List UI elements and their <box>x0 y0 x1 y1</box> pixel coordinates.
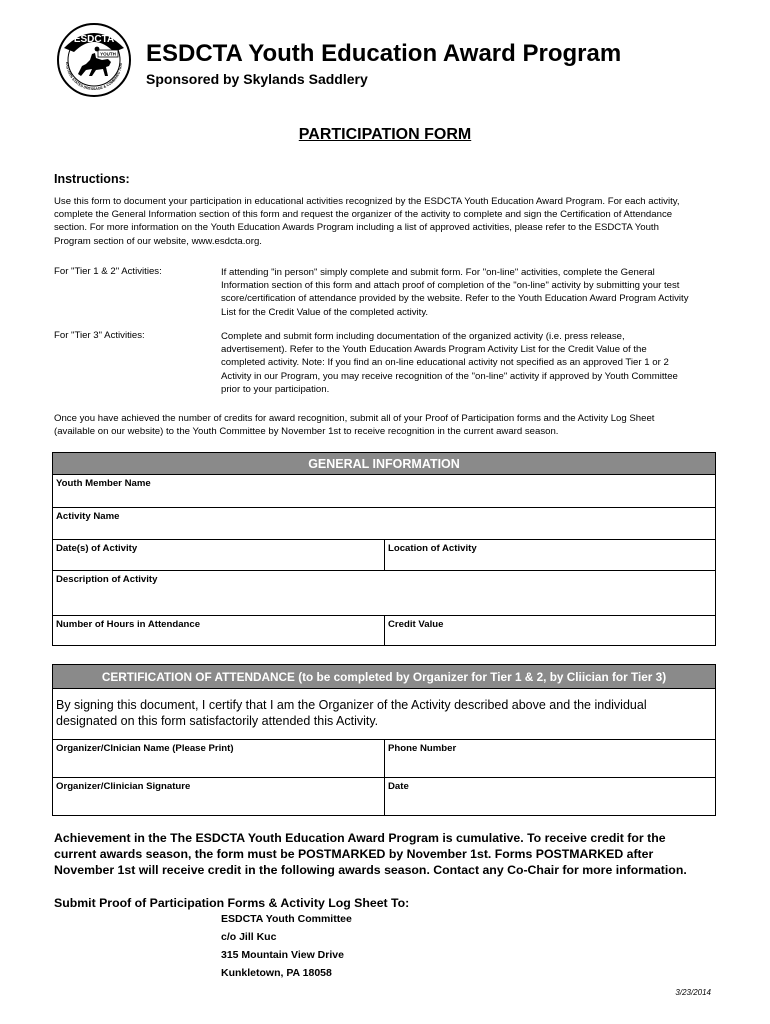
credit-value-label: Credit Value <box>388 619 444 630</box>
tier12-label: For "Tier 1 & 2" Activities: <box>54 266 162 277</box>
logo-ring-text: EASTERN STATES DRESSAGE & COMBINED TRAI <box>64 61 123 92</box>
hours-credit-row <box>53 615 715 645</box>
dates-of-activity-field[interactable] <box>53 540 384 570</box>
tier12-text: If attending "in person" simply complete and submit form. For "on-line" activities, complete the General Information section of this form and attach proof of completion of the "on-line" activity by submitting your test score/certification of attendance provided by the website. Refer to the Youth Education Award Program Activity List for the Credit Value of the completed activity. <box>221 267 689 318</box>
submit-heading: Submit Proof of Participation Forms & Activity Log Sheet To: <box>54 896 410 910</box>
organizer-signature-field[interactable] <box>53 778 384 815</box>
tier3-label: For "Tier 3" Activities: <box>54 330 145 341</box>
date-field[interactable] <box>385 778 715 815</box>
phone-number-label: Phone Number <box>388 743 457 754</box>
description-of-activity-label: Description of Activity <box>56 574 158 585</box>
general-information-heading: GENERAL INFORMATION <box>53 453 715 475</box>
address-line-1: ESDCTA Youth Committee <box>221 913 352 925</box>
organizer-phone-row <box>53 739 715 777</box>
organizer-signature-label: Organizer/Clinician Signature <box>56 781 191 792</box>
address-line-4: Kunkletown, PA 18058 <box>221 967 332 979</box>
signature-date-row <box>53 777 715 815</box>
address-line-3: 315 Mountain View Drive <box>221 949 344 961</box>
location-of-activity-label: Location of Activity <box>388 543 477 554</box>
youth-member-name-field[interactable] <box>53 475 715 507</box>
location-of-activity-field[interactable] <box>385 540 715 570</box>
logo-badge-text: YOUTH <box>100 51 116 57</box>
youth-member-name-label: Youth Member Name <box>56 478 151 489</box>
instructions-paragraph: Use this form to document your participation in educational activities recognized by the ESDCTA Youth Education Award Program. For each activity, complete the General Information section of this form and request the organizer of the activity to complete and sign the Certification of Attendance section. For more information on the Youth Education Awards Program including a list of approved activities, please refer to the ESDCTA Youth Program section of our website, www.esdcta.org. <box>54 196 680 247</box>
phone-number-field[interactable] <box>385 740 715 777</box>
certification-heading: CERTIFICATION OF ATTENDANCE (to be completed by Organizer for Tier 1 & 2, by Cliician for Tier 3) <box>53 665 715 689</box>
hours-in-attendance-label: Number of Hours in Attendance <box>56 619 201 630</box>
certification-section <box>52 664 716 816</box>
description-of-activity-field[interactable] <box>53 570 715 615</box>
certification-statement: By signing this document, I certify that I am the Organizer of the Activity described above and the individual designated on this form satisfactorily attended this Activity. <box>56 698 647 728</box>
cumulative-notice: Achievement in the The ESDCTA Youth Education Award Program is cumulative. To receive credit for the current awards season, the form must be POSTMARKED by November 1st. Forms POSTMARKED after November 1st will receive credit in the following awards season. Contact any Co-Chair for more information. <box>54 831 687 877</box>
form-title: PARTICIPATION FORM <box>298 126 472 143</box>
instructions-heading: Instructions: <box>54 172 130 186</box>
dates-location-row <box>53 539 715 570</box>
closing-paragraph: Once you have achieved the number of credits for award recognition, submit all of your Proof of Participation forms and the Activity Log Sheet (available on our website) to the Youth Committee by November 1st to receive recognition in the current award season. <box>54 413 655 438</box>
revision-date: 3/23/2014 <box>675 988 711 997</box>
activity-name-field[interactable] <box>53 507 715 539</box>
general-information-section <box>52 452 716 646</box>
hours-in-attendance-field[interactable] <box>53 616 384 645</box>
logo-top-text: ESDCTA <box>73 34 115 45</box>
activity-name-label: Activity Name <box>56 511 120 522</box>
organizer-name-label: Organizer/Clnician Name (Please Print) <box>56 743 234 754</box>
organizer-name-field[interactable] <box>53 740 384 777</box>
page-title: ESDCTA Youth Education Award Program <box>146 40 622 67</box>
dates-of-activity-label: Date(s) of Activity <box>56 543 138 554</box>
page-subtitle: Sponsored by Skylands Saddlery <box>146 71 368 87</box>
credit-value-field[interactable] <box>385 616 715 645</box>
address-line-2: c/o Jill Kuc <box>221 931 277 943</box>
tier3-text: Complete and submit form including documentation of the organized activity (i.e. press release, advertisement). Refer to the Youth Education Awards Program Activity List for the Credit Value of the completed activity. Note: If you find an on-line educational activity not specified as an approved Tier 1 or 2 Activity in our Program, you may receive recognition of the "on-line" activity if approved by Youth Committee prior to your participation. <box>221 331 678 395</box>
date-label: Date <box>388 781 409 792</box>
esdcta-logo <box>56 22 132 98</box>
